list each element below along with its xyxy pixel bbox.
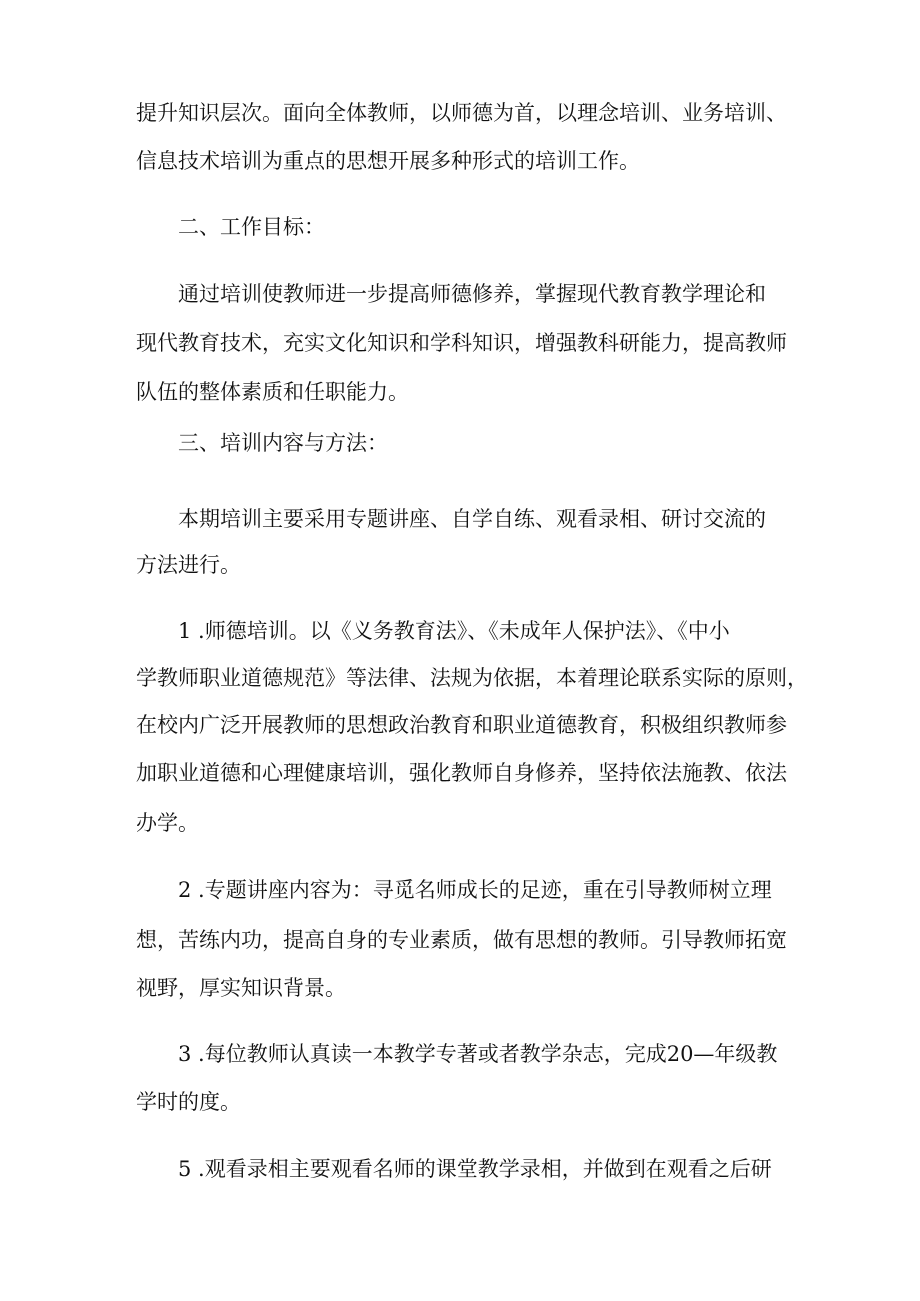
section-heading-content-methods: 三、培训内容与方法： — [178, 431, 388, 455]
list-item-3-line: 3 .每位教师认真读一本教学专著或者教学杂志，完成20—年级教 — [178, 1042, 778, 1066]
list-item-5-line: 5 .观看录相主要观看名师的课堂教学录相，并做到在观看之后研 — [178, 1157, 772, 1181]
list-item-2-line: 2 .专题讲座内容为：寻觅名师成长的足迹，重在引导教师树立理 — [178, 878, 772, 902]
paragraph-line: 信息技术培训为重点的思想开展多种形式的培训工作。 — [136, 149, 640, 173]
paragraph-line: 提升知识层次。面向全体教师，以师德为首，以理念培训、业务培训、 — [136, 101, 787, 125]
list-item-1-line: 办学。 — [136, 811, 199, 835]
section-heading-goals: 二、工作目标： — [178, 215, 325, 239]
paragraph-line: 现代教育技术，充实文化知识和学科知识，增强教科研能力，提高教师 — [136, 331, 787, 355]
list-item-1-line: 1 .师德培训。以《义务教育法》、《未成年人保护法》、《中小 — [178, 619, 730, 643]
list-item-2-line: 想，苦练内功，提高自身的专业素质，做有思想的教师。引导教师拓宽 — [136, 928, 787, 952]
list-item-2-line: 视野，厚实知识背景。 — [136, 976, 346, 1000]
list-item-1-line: 加职业道德和心理健康培训，强化教师自身修养，坚持依法施教、依法 — [136, 761, 787, 785]
paragraph-line: 队伍的整体素质和任职能力。 — [136, 380, 409, 404]
list-item-1-line: 在校内广泛开展教师的思想政治教育和职业道德教育，积极组织教师参 — [136, 713, 787, 737]
list-item-1-line: 学教师职业道德规范》等法律、法规为依据，本着理论联系实际的原则， — [136, 666, 808, 690]
paragraph-line: 通过培训使教师进一步提高师德修养，掌握现代教育教学理论和 — [178, 282, 766, 306]
paragraph-line: 方法进行。 — [136, 553, 241, 577]
list-item-3-line: 学时的度。 — [136, 1090, 241, 1114]
paragraph-line: 本期培训主要采用专题讲座、自学自练、观看录相、研讨交流的 — [178, 507, 766, 531]
